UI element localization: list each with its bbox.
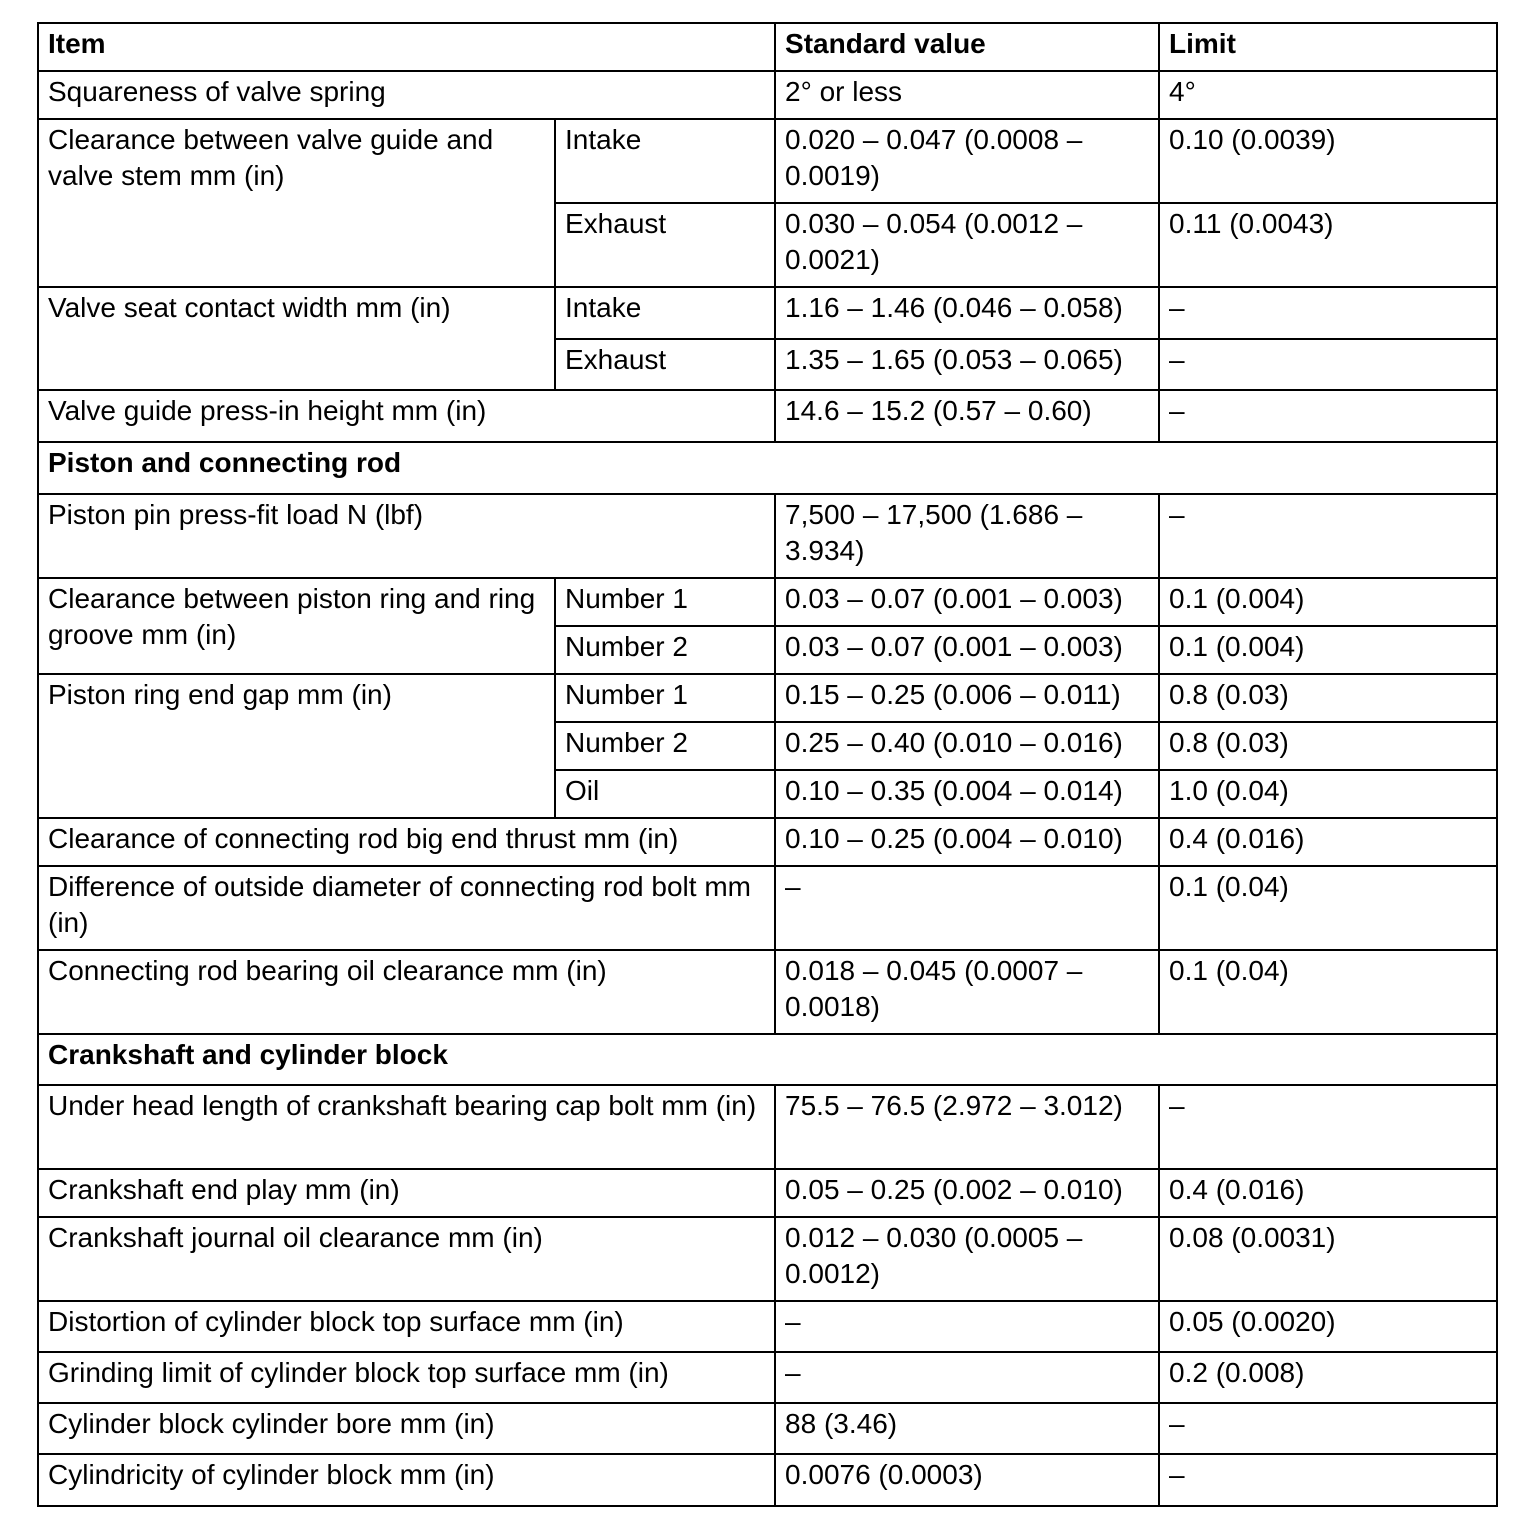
limit-cell: 0.08 (0.0031) [1159,1217,1497,1301]
header-standard-value: Standard value [775,23,1159,71]
standard-cell: 75.5 – 76.5 (2.972 – 3.012) [775,1085,1159,1169]
sub-item-cell: Oil [555,770,775,818]
limit-cell: 0.4 (0.016) [1159,1169,1497,1217]
item-cell: Valve seat contact width mm (in) [38,287,555,390]
limit-cell: 0.05 (0.0020) [1159,1301,1497,1352]
spec-table [37,22,1498,1507]
table-row [38,950,1497,1034]
standard-cell: 0.030 – 0.054 (0.0012 – 0.0021) [775,203,1159,287]
limit-cell: – [1159,1454,1497,1506]
table-row [38,1454,1497,1506]
item-cell: Connecting rod bearing oil clearance mm (in) [38,950,775,1034]
limit-cell: 0.4 (0.016) [1159,818,1497,866]
standard-cell: 0.03 – 0.07 (0.001 – 0.003) [775,626,1159,674]
table-row [38,1217,1497,1301]
limit-cell: 0.11 (0.0043) [1159,203,1497,287]
limit-cell: 0.1 (0.004) [1159,626,1497,674]
limit-cell: 0.8 (0.03) [1159,674,1497,722]
item-cell: Piston pin press-fit load N (lbf) [38,494,775,578]
section-row [38,442,1497,494]
standard-cell: 0.03 – 0.07 (0.001 – 0.003) [775,578,1159,626]
header-row [38,23,1497,71]
limit-cell: – [1159,494,1497,578]
item-cell: Piston ring end gap mm (in) [38,674,555,818]
table-row [38,494,1497,578]
item-cell: Distortion of cylinder block top surface mm (in) [38,1301,775,1352]
standard-cell: 1.35 – 1.65 (0.053 – 0.065) [775,339,1159,390]
limit-cell: – [1159,390,1497,442]
table-row [38,1301,1497,1352]
sub-item-cell: Number 1 [555,578,775,626]
table-row [38,1352,1497,1403]
sub-item-cell: Number 1 [555,674,775,722]
table-row [38,578,1497,626]
standard-cell: 0.15 – 0.25 (0.006 – 0.011) [775,674,1159,722]
header-item: Item [38,23,775,71]
standard-cell: 88 (3.46) [775,1403,1159,1454]
standard-cell: 0.10 – 0.25 (0.004 – 0.010) [775,818,1159,866]
table-row [38,119,1497,203]
item-cell: Difference of outside diameter of connecting rod bolt mm (in) [38,866,775,950]
limit-cell: 0.8 (0.03) [1159,722,1497,770]
limit-cell: – [1159,287,1497,339]
standard-cell: 0.25 – 0.40 (0.010 – 0.016) [775,722,1159,770]
limit-cell: 4° [1159,71,1497,119]
standard-cell: 7,500 – 17,500 (1.686 – 3.934) [775,494,1159,578]
standard-cell: 0.012 – 0.030 (0.0005 – 0.0012) [775,1217,1159,1301]
sub-item-cell: Intake [555,119,775,203]
table-row [38,1403,1497,1454]
limit-cell: – [1159,1403,1497,1454]
table-row [38,71,1497,119]
item-cell: Crankshaft end play mm (in) [38,1169,775,1217]
standard-cell: – [775,866,1159,950]
item-cell: Crankshaft journal oil clearance mm (in) [38,1217,775,1301]
item-cell: Under head length of crankshaft bearing cap bolt mm (in) [38,1085,775,1169]
standard-cell: 0.018 – 0.045 (0.0007 – 0.0018) [775,950,1159,1034]
table-row [38,390,1497,442]
standard-cell: 0.10 – 0.35 (0.004 – 0.014) [775,770,1159,818]
item-cell: Clearance between piston ring and ring groove mm (in) [38,578,555,674]
limit-cell: 1.0 (0.04) [1159,770,1497,818]
header-limit: Limit [1159,23,1497,71]
item-cell: Squareness of valve spring [38,71,775,119]
limit-cell: 0.1 (0.04) [1159,950,1497,1034]
table-row [38,674,1497,722]
limit-cell: 0.10 (0.0039) [1159,119,1497,203]
standard-cell: 0.0076 (0.0003) [775,1454,1159,1506]
standard-cell: – [775,1352,1159,1403]
table-row [38,866,1497,950]
standard-cell: 1.16 – 1.46 (0.046 – 0.058) [775,287,1159,339]
item-cell: Grinding limit of cylinder block top surface mm (in) [38,1352,775,1403]
item-cell: Cylindricity of cylinder block mm (in) [38,1454,775,1506]
standard-cell: 0.05 – 0.25 (0.002 – 0.010) [775,1169,1159,1217]
sub-item-cell: Exhaust [555,339,775,390]
table-row [38,287,1497,339]
item-cell: Clearance between valve guide and valve stem mm (in) [38,119,555,287]
limit-cell: 0.1 (0.004) [1159,578,1497,626]
limit-cell: 0.2 (0.008) [1159,1352,1497,1403]
section-row [38,1034,1497,1085]
item-cell: Cylinder block cylinder bore mm (in) [38,1403,775,1454]
item-cell: Clearance of connecting rod big end thrust mm (in) [38,818,775,866]
table-row [38,818,1497,866]
limit-cell: – [1159,1085,1497,1169]
standard-cell: 14.6 – 15.2 (0.57 – 0.60) [775,390,1159,442]
table-row [38,1085,1497,1169]
standard-cell: 0.020 – 0.047 (0.0008 – 0.0019) [775,119,1159,203]
section-heading: Crankshaft and cylinder block [38,1034,1497,1085]
standard-cell: – [775,1301,1159,1352]
standard-cell: 2° or less [775,71,1159,119]
item-cell: Valve guide press-in height mm (in) [38,390,775,442]
sub-item-cell: Number 2 [555,626,775,674]
section-heading: Piston and connecting rod [38,442,1497,494]
sub-item-cell: Number 2 [555,722,775,770]
limit-cell: 0.1 (0.04) [1159,866,1497,950]
limit-cell: – [1159,339,1497,390]
sub-item-cell: Intake [555,287,775,339]
sub-item-cell: Exhaust [555,203,775,287]
table-row [38,1169,1497,1217]
